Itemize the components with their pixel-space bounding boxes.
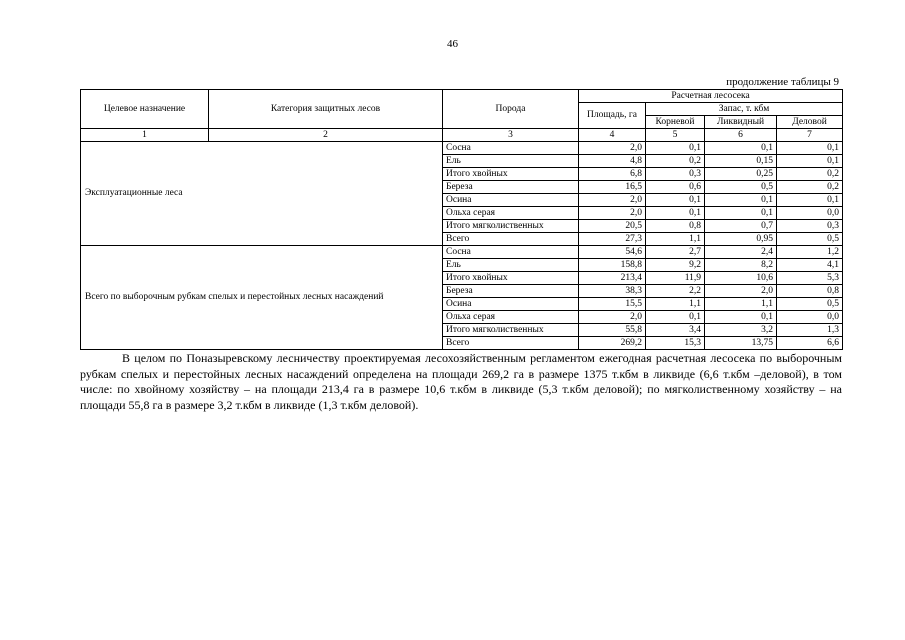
value-cell: 20,5 (579, 220, 646, 233)
species-cell: Сосна (443, 142, 579, 155)
value-cell: 0,1 (777, 142, 843, 155)
header-estimated: Расчетная лесосека (579, 90, 843, 103)
value-cell: 0,2 (777, 168, 843, 181)
value-cell: 1,1 (705, 298, 777, 311)
value-cell: 0,1 (777, 194, 843, 207)
value-cell: 3,4 (646, 324, 705, 337)
value-cell: 1,1 (646, 233, 705, 246)
header-purpose: Целевое назначение (81, 90, 209, 129)
value-cell: 0,0 (777, 311, 843, 324)
table-row (81, 246, 843, 259)
value-cell: 2,0 (705, 285, 777, 298)
header-area: Площадь, га (579, 103, 646, 129)
value-cell: 0,1 (705, 207, 777, 220)
col-number: 3 (443, 129, 579, 142)
col-number: 2 (209, 129, 443, 142)
col-number: 6 (705, 129, 777, 142)
value-cell: 0,25 (705, 168, 777, 181)
value-cell: 0,7 (705, 220, 777, 233)
species-cell: Осина (443, 298, 579, 311)
header-root: Корневой (646, 116, 705, 129)
species-cell: Сосна (443, 246, 579, 259)
value-cell: 38,3 (579, 285, 646, 298)
value-cell: 5,3 (777, 272, 843, 285)
value-cell: 0,1 (777, 155, 843, 168)
value-cell: 0,1 (646, 194, 705, 207)
species-cell: Береза (443, 285, 579, 298)
header-business: Деловой (777, 116, 843, 129)
value-cell: 1,2 (777, 246, 843, 259)
value-cell: 0,1 (646, 311, 705, 324)
header-liquid: Ликвидный (705, 116, 777, 129)
value-cell: 9,2 (646, 259, 705, 272)
species-cell: Ольха серая (443, 311, 579, 324)
value-cell: 2,7 (646, 246, 705, 259)
species-cell: Осина (443, 194, 579, 207)
value-cell: 15,3 (646, 337, 705, 350)
species-cell: Итого мягколиственных (443, 324, 579, 337)
species-cell: Итого мягколиственных (443, 220, 579, 233)
forest-table (80, 89, 843, 350)
value-cell: 0,1 (705, 194, 777, 207)
species-cell: Ольха серая (443, 207, 579, 220)
header-stock: Запас, т. кбм (646, 103, 843, 116)
header-species: Порода (443, 90, 579, 129)
value-cell: 4,8 (579, 155, 646, 168)
value-cell: 16,5 (579, 181, 646, 194)
value-cell: 0,3 (646, 168, 705, 181)
value-cell: 0,95 (705, 233, 777, 246)
species-cell: Всего (443, 233, 579, 246)
value-cell: 55,8 (579, 324, 646, 337)
header-category: Категория защитных лесов (209, 90, 443, 129)
table-caption: продолжение таблицы 9 (726, 76, 839, 88)
value-cell: 8,2 (705, 259, 777, 272)
col-number: 4 (579, 129, 646, 142)
column-numbers-row (81, 129, 843, 142)
value-cell: 3,2 (705, 324, 777, 337)
value-cell: 0,1 (646, 142, 705, 155)
species-cell: Итого хвойных (443, 272, 579, 285)
value-cell: 6,6 (777, 337, 843, 350)
value-cell: 54,6 (579, 246, 646, 259)
value-cell: 269,2 (579, 337, 646, 350)
species-cell: Ель (443, 259, 579, 272)
value-cell: 0,15 (705, 155, 777, 168)
value-cell: 2,4 (705, 246, 777, 259)
value-cell: 0,3 (777, 220, 843, 233)
table-row (81, 142, 843, 155)
value-cell: 0,8 (646, 220, 705, 233)
summary-paragraph (80, 351, 842, 413)
value-cell: 0,5 (777, 233, 843, 246)
value-cell: 1,1 (646, 298, 705, 311)
species-cell: Всего (443, 337, 579, 350)
value-cell: 0,2 (646, 155, 705, 168)
value-cell: 1,3 (777, 324, 843, 337)
value-cell: 0,6 (646, 181, 705, 194)
table-body (81, 142, 843, 350)
value-cell: 2,0 (579, 194, 646, 207)
species-cell: Береза (443, 181, 579, 194)
group-label: Всего по выборочным рубкам спелых и перестойных лесных насаждений (81, 246, 443, 350)
table-header (81, 90, 843, 142)
value-cell: 10,6 (705, 272, 777, 285)
value-cell: 0,1 (646, 207, 705, 220)
group-label: Эксплуатационные леса (81, 142, 443, 246)
col-number: 1 (81, 129, 209, 142)
col-number: 5 (646, 129, 705, 142)
species-cell: Ель (443, 155, 579, 168)
value-cell: 15,5 (579, 298, 646, 311)
value-cell: 0,1 (705, 142, 777, 155)
value-cell: 11,9 (646, 272, 705, 285)
value-cell: 0,8 (777, 285, 843, 298)
value-cell: 0,1 (705, 311, 777, 324)
value-cell: 13,75 (705, 337, 777, 350)
value-cell: 213,4 (579, 272, 646, 285)
value-cell: 2,0 (579, 311, 646, 324)
value-cell: 0,5 (705, 181, 777, 194)
paragraph-text: В целом по Поназыревскому лесничеству проектируемая лесохозяйственным регламентом ежегодная расчетная лесосека по выборочным рубкам спелых и перестойных лесных насаждений определена на площади 269,2 га в размере 1375 т.кбм в ликвиде (6,6 т.кбм –деловой), в том числе: по хвойному хозяйству – на площади 213,4 га в размере 10,6 т.кбм в ликвиде (5,3 т.кбм деловой); по мягколиственному хозяйству – на площади 55,8 га в размере 3,2 т.кбм в ликвиде (1,3 т.кбм деловой). (80, 351, 842, 412)
value-cell: 2,0 (579, 142, 646, 155)
value-cell: 6,8 (579, 168, 646, 181)
value-cell: 2,0 (579, 207, 646, 220)
value-cell: 4,1 (777, 259, 843, 272)
value-cell: 0,5 (777, 298, 843, 311)
value-cell: 0,0 (777, 207, 843, 220)
value-cell: 158,8 (579, 259, 646, 272)
page-number: 46 (447, 38, 458, 50)
value-cell: 0,2 (777, 181, 843, 194)
value-cell: 2,2 (646, 285, 705, 298)
col-number: 7 (777, 129, 843, 142)
species-cell: Итого хвойных (443, 168, 579, 181)
value-cell: 27,3 (579, 233, 646, 246)
